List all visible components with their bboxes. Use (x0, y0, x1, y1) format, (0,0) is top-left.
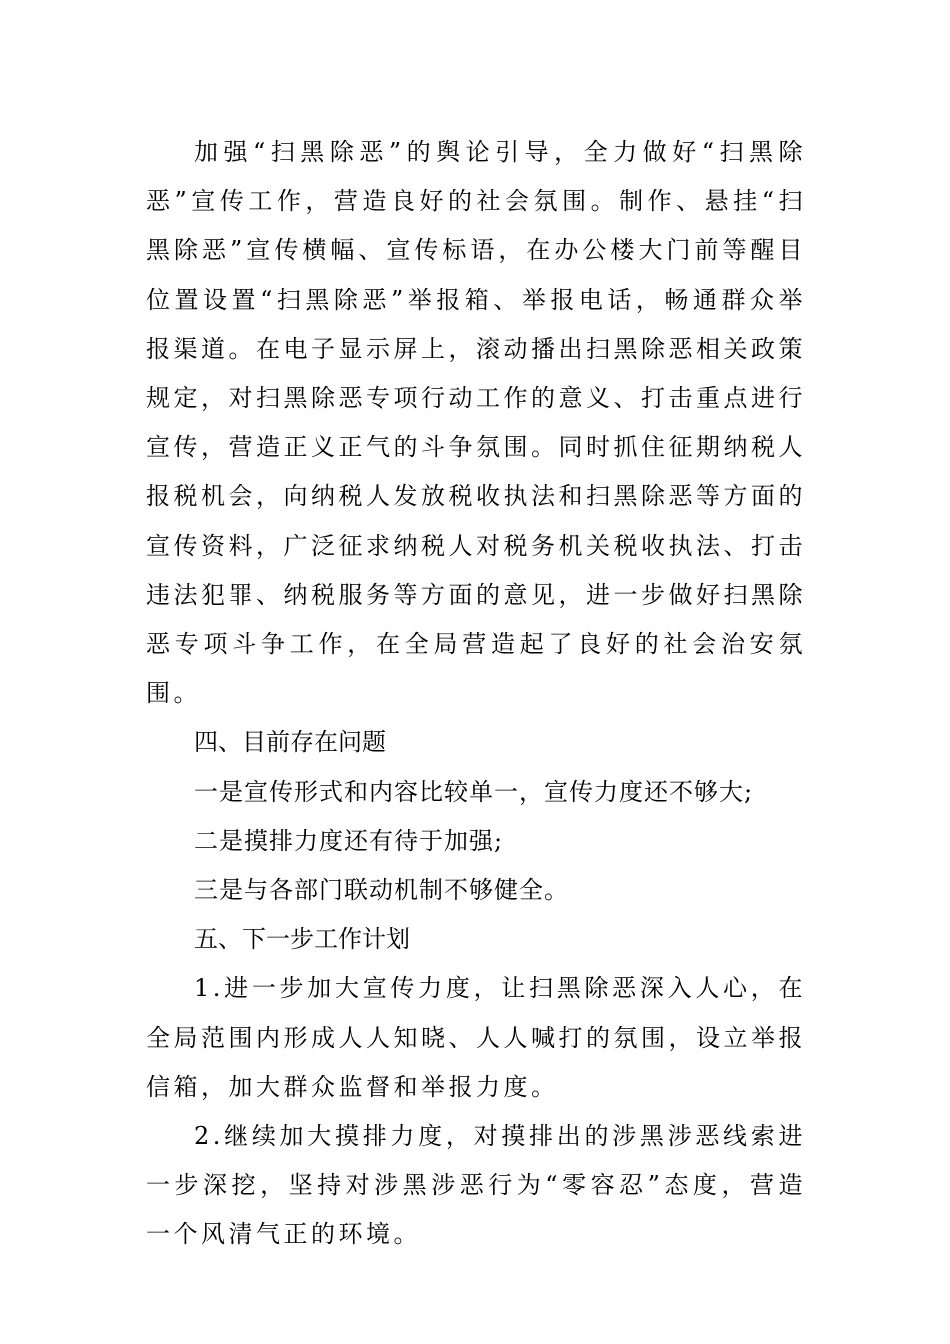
problem-item-3: 三是与各部门联动机制不够健全。 (194, 876, 569, 905)
problem-item-2: 二是摸排力度还有待于加强; (194, 826, 504, 855)
document-page (146, 128, 806, 1260)
plan-item-2: 2.继续加大摸排力度，对摸排出的涉黑涉恶线索进一步深挖，坚持对涉黑涉恶行为“零容忍”态度，营造一个风清气正的环境。 (146, 1122, 806, 1249)
section-heading-plan: 五、下一步工作计划 (194, 925, 410, 954)
problem-item-1: 一是宣传形式和内容比较单一，宣传力度还不够大; (194, 777, 754, 806)
paragraph-publicity: 加强“扫黑除恶”的舆论引导，全力做好“扫黑除恶”宣传工作，营造良好的社会氛围。制作、悬挂“扫黑除恶”宣传横幅、宣传标语，在办公楼大门前等醒目位置设置“扫黑除恶”举报箱、举报电话，畅通群众举报渠道。在电子显示屏上，滚动播出扫黑除恶相关政策规定，对扫黑除恶专项行动工作的意义、打击重点进行宣传，营造正义正气的斗争氛围。同时抓住征期纳税人报税机会，向纳税人发放税收执法和扫黑除恶等方面的宣传资料，广泛征求纳税人对税务机关税收执法、打击违法犯罪、纳税服务等方面的意见，进一步做好扫黑除恶专项斗争工作，在全局营造起了良好的社会治安氛围。 (146, 138, 806, 708)
section-heading-problems: 四、目前存在问题 (194, 728, 386, 757)
plan-item-1: 1.进一步加大宣传力度，让扫黑除恶深入人心，在全局范围内形成人人知晓、人人喊打的氛围，设立举报信箱，加大群众监督和举报力度。 (146, 974, 806, 1101)
